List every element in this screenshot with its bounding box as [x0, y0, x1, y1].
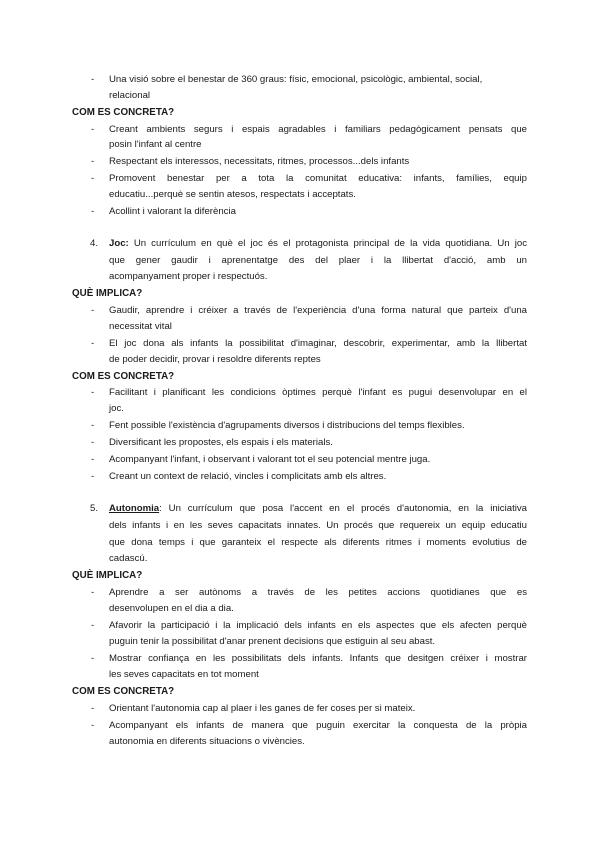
list-item: Acompanyant l'infant, i observant i valorant tot el seu potencial mentre juga.	[109, 454, 431, 465]
list-item: Mostrar confiança en les possibilitats dels infants. Infants que desitgen créixer i mostrar	[109, 653, 527, 664]
list-item: Creant un context de relació, vincles i complicitats amb els altres.	[109, 471, 387, 482]
list-item-cont: necessitat vital	[109, 321, 172, 332]
list-item: Promovent benestar per a tota la comunitat educativa: infants, famílies, equip	[109, 173, 527, 184]
list-item-cont: desenvolupen en el dia a dia.	[109, 603, 234, 614]
heading-que-implica: QUÈ IMPLICA?	[72, 570, 143, 581]
list-item: Diversificant les propostes, els espais i els materials.	[109, 437, 333, 448]
bullet-dash: -	[91, 387, 95, 398]
section-5-intro-line-2: dels infants i en les seves capacitats innates. Un procés que requereix un equip educatiu	[109, 520, 527, 531]
section-5-intro-line-4: cadascú.	[109, 553, 148, 564]
bullet-dash: -	[91, 420, 95, 431]
list-item: Creant ambients segurs i espais agradables i familiars pedagògicament pensats que	[109, 124, 527, 135]
list-item: Facilitant i planificant les condicions òptimes perquè l'infant es pugui desenvolupar en el	[109, 387, 527, 398]
bullet-dash: -	[91, 338, 95, 349]
heading-com-es-concreta: COM ES CONCRETA?	[72, 371, 175, 382]
section-5-title: Autonomia	[109, 503, 160, 514]
intro-line-1: Una visió sobre el benestar de 360 graus: físic, emocional, psicològic, ambiental, social,	[109, 74, 483, 85]
list-item: Afavorir la participació i la implicació dels infants en els aspectes que els afecten perquè	[109, 620, 527, 631]
bullet-dash: -	[91, 653, 95, 664]
list-item-cont: posin l'infant al centre	[109, 139, 202, 150]
list-item-cont: puguin tenir la possibilitat d'anar prenent decisions que estiguin al seu abast.	[109, 636, 436, 647]
list-item: Aprendre a ser autònoms a través de les petites accions quotidianes que es	[109, 587, 527, 598]
bullet-dash: -	[91, 305, 95, 316]
list-item-cont: joc.	[109, 403, 124, 414]
list-item-cont: de poder decidir, provar i resoldre diferents reptes	[109, 354, 321, 365]
section-5-intro-text: : Un currículum que posa l'accent en el procés d'autonomia, en la iniciativa	[159, 503, 527, 514]
list-item: El joc dona als infants la possibilitat d'imaginar, descobrir, experimentar, amb la llibertat	[109, 338, 527, 349]
section-5-intro-line-1	[109, 503, 527, 515]
bullet-dash: -	[91, 620, 95, 631]
list-item: Acollint i valorant la diferència	[109, 206, 236, 217]
heading-com-es-concreta: COM ES CONCRETA?	[72, 686, 175, 697]
section-4-intro-text: Un currículum en què el joc és el protagonista principal de la vida quotidiana. Un joc	[133, 238, 527, 249]
section-number: 5.	[90, 503, 99, 514]
intro-line-2: relacional	[109, 90, 151, 101]
list-item-cont: autonomia en diferents situacions o vivències.	[109, 736, 305, 747]
section-4-intro-line-2: que gener gaudir i aprenentatge des del plaer i la llibertat d'acció, amb un	[109, 255, 527, 266]
list-item: Respectant els interessos, necessitats, ritmes, processos...dels infants	[109, 156, 410, 167]
bullet-dash: -	[91, 437, 95, 448]
bullet-dash: -	[91, 173, 95, 184]
bullet-dash: -	[91, 703, 95, 714]
bullet-dash: -	[91, 206, 95, 217]
bullet-dash: -	[91, 454, 95, 465]
section-4-intro-line-1	[109, 238, 527, 250]
bullet-dash: -	[91, 74, 95, 85]
list-item: Fent possible l'existència d'agrupaments diversos i distribucions del temps flexibles.	[109, 420, 465, 431]
list-item-cont: educatiu...perquè se sentin atesos, respectats i acceptats.	[109, 189, 356, 200]
heading-que-implica: QUÈ IMPLICA?	[72, 288, 143, 299]
list-item: Gaudir, aprendre i créixer a través de l'experiència d'una forma natural que parteix d'una	[109, 305, 527, 316]
bullet-dash: -	[91, 720, 95, 731]
section-4-title: Joc:	[109, 238, 129, 249]
bullet-dash: -	[91, 471, 95, 482]
section-number: 4.	[90, 238, 99, 249]
section-5-intro-line-3: que dona temps i que garanteix el respecte als diferents ritmes i moments evolutius de	[109, 537, 527, 548]
bullet-dash: -	[91, 587, 95, 598]
bullet-dash: -	[91, 124, 95, 135]
section-4-intro-line-3: acompanyament proper i respectuós.	[109, 271, 268, 282]
list-item-cont: les seves capacitats en tot moment	[109, 669, 259, 680]
heading-com-es-concreta: COM ES CONCRETA?	[72, 107, 175, 118]
list-item: Acompanyant els infants de manera que puguin exercitar la conquesta de la pròpia	[109, 720, 527, 731]
bullet-dash: -	[91, 156, 95, 167]
list-item: Orientant l'autonomia cap al plaer i les ganes de fer coses per si mateix.	[109, 703, 416, 714]
